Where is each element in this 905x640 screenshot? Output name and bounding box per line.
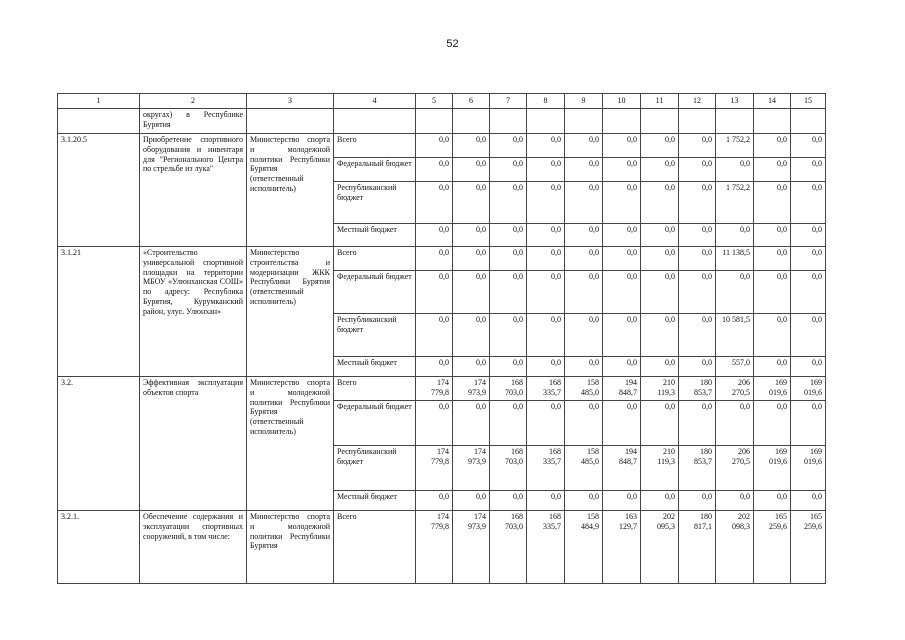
funding-source: Федеральный бюджет <box>334 401 416 446</box>
amount-cell: 0,0 <box>754 134 791 158</box>
amount-cell: 0,0 <box>641 158 679 182</box>
amount-cell: 0,0 <box>641 491 679 511</box>
empty-cell <box>58 109 140 134</box>
amount-cell: 0,0 <box>416 134 453 158</box>
amount-cell: 0,0 <box>416 158 453 182</box>
empty-cell <box>754 109 791 134</box>
amount-cell: 0,0 <box>641 182 679 224</box>
continuation-row <box>58 109 826 134</box>
amount-cell: 557,0 <box>716 357 754 377</box>
measure-name: «Строительство универсальной спортивной площадки на территории МБОУ «Улюнханская СОШ» по адресу: Республика Бурятия, Курумканский район, улус. Улюнхан» <box>140 247 247 377</box>
amount-cell: 0,0 <box>603 401 641 446</box>
amount-cell: 0,0 <box>603 247 641 271</box>
executor: Министерство спорта и молодежной политики Республики Бурятия <box>247 511 334 584</box>
amount-cell: 0,0 <box>791 401 826 446</box>
amount-cell: 0,0 <box>416 357 453 377</box>
column-header: 14 <box>754 94 791 109</box>
amount-cell: 0,0 <box>754 314 791 357</box>
amount-cell: 169 019,6 <box>754 377 791 401</box>
amount-cell: 0,0 <box>754 158 791 182</box>
amount-cell: 0,0 <box>490 357 527 377</box>
column-header: 13 <box>716 94 754 109</box>
amount-cell: 174 973,9 <box>453 446 490 491</box>
amount-cell: 0,0 <box>565 134 603 158</box>
amount-cell: 0,0 <box>527 491 565 511</box>
amount-cell: 0,0 <box>603 271 641 314</box>
table-row <box>58 134 826 158</box>
amount-cell: 0,0 <box>527 224 565 247</box>
amount-cell: 0,0 <box>754 271 791 314</box>
amount-cell: 168 335,7 <box>527 511 565 584</box>
measure-code: 3.1.20.5 <box>58 134 140 247</box>
amount-cell: 0,0 <box>490 224 527 247</box>
executor: Министерство спорта и молодежной политики Республики Бурятия (ответственный исполнитель) <box>247 377 334 511</box>
amount-cell: 168 703,0 <box>490 377 527 401</box>
empty-cell <box>527 109 565 134</box>
amount-cell: 165 259,6 <box>791 511 826 584</box>
amount-cell: 0,0 <box>490 158 527 182</box>
funding-source: Местный бюджет <box>334 357 416 377</box>
amount-cell: 0,0 <box>490 271 527 314</box>
measure-name: Эффективная эксплуатация объектов спорта <box>140 377 247 511</box>
amount-cell: 0,0 <box>641 247 679 271</box>
amount-cell: 0,0 <box>716 224 754 247</box>
column-header: 7 <box>490 94 527 109</box>
header-row <box>58 94 826 109</box>
amount-cell: 0,0 <box>565 158 603 182</box>
funding-source: Всего <box>334 511 416 584</box>
amount-cell: 163 129,7 <box>603 511 641 584</box>
amount-cell: 0,0 <box>527 158 565 182</box>
amount-cell: 0,0 <box>453 491 490 511</box>
amount-cell: 0,0 <box>527 134 565 158</box>
amount-cell: 0,0 <box>641 357 679 377</box>
budget-table <box>57 93 826 584</box>
amount-cell: 0,0 <box>416 182 453 224</box>
measure-name: округах) в Республике Бурятия <box>140 109 247 134</box>
executor: Министерство спорта и молодежной политики Республики Бурятия (ответственный исполнитель) <box>247 134 334 247</box>
amount-cell: 158 484,9 <box>565 511 603 584</box>
amount-cell: 0,0 <box>679 134 716 158</box>
amount-cell: 0,0 <box>641 271 679 314</box>
amount-cell: 0,0 <box>791 247 826 271</box>
empty-cell <box>679 109 716 134</box>
amount-cell: 0,0 <box>679 401 716 446</box>
amount-cell: 169 019,6 <box>791 446 826 491</box>
column-header: 12 <box>679 94 716 109</box>
amount-cell: 0,0 <box>603 182 641 224</box>
amount-cell: 0,0 <box>527 314 565 357</box>
column-header: 1 <box>58 94 140 109</box>
amount-cell: 0,0 <box>416 314 453 357</box>
funding-source: Местный бюджет <box>334 491 416 511</box>
amount-cell: 0,0 <box>453 158 490 182</box>
measure-code: 3.1.21 <box>58 247 140 377</box>
funding-source: Федеральный бюджет <box>334 271 416 314</box>
amount-cell: 0,0 <box>679 247 716 271</box>
amount-cell: 168 703,0 <box>490 511 527 584</box>
amount-cell: 0,0 <box>527 357 565 377</box>
funding-source: Всего <box>334 134 416 158</box>
amount-cell: 168 703,0 <box>490 446 527 491</box>
amount-cell: 0,0 <box>679 357 716 377</box>
column-header: 9 <box>565 94 603 109</box>
amount-cell: 0,0 <box>565 314 603 357</box>
amount-cell: 0,0 <box>565 401 603 446</box>
amount-cell: 174 973,9 <box>453 511 490 584</box>
amount-cell: 169 019,6 <box>791 377 826 401</box>
amount-cell: 0,0 <box>527 401 565 446</box>
amount-cell: 0,0 <box>791 158 826 182</box>
amount-cell: 0,0 <box>791 271 826 314</box>
amount-cell: 0,0 <box>603 357 641 377</box>
amount-cell: 0,0 <box>791 314 826 357</box>
amount-cell: 158 485,0 <box>565 446 603 491</box>
table-row <box>58 511 826 584</box>
amount-cell: 0,0 <box>603 134 641 158</box>
amount-cell: 169 019,6 <box>754 446 791 491</box>
empty-cell <box>416 109 453 134</box>
amount-cell: 0,0 <box>453 247 490 271</box>
amount-cell: 0,0 <box>754 224 791 247</box>
column-header: 2 <box>140 94 247 109</box>
column-header: 5 <box>416 94 453 109</box>
amount-cell: 0,0 <box>641 401 679 446</box>
measure-name: Обеспечение содержания и эксплуатации спортивных сооружений, в том числе: <box>140 511 247 584</box>
amount-cell: 0,0 <box>453 134 490 158</box>
amount-cell: 165 259,6 <box>754 511 791 584</box>
column-header: 8 <box>527 94 565 109</box>
column-header: 6 <box>453 94 490 109</box>
column-header: 3 <box>247 94 334 109</box>
amount-cell: 0,0 <box>791 357 826 377</box>
amount-cell: 0,0 <box>641 224 679 247</box>
amount-cell: 202 098,3 <box>716 511 754 584</box>
amount-cell: 0,0 <box>754 247 791 271</box>
amount-cell: 0,0 <box>453 357 490 377</box>
amount-cell: 210 119,3 <box>641 446 679 491</box>
amount-cell: 0,0 <box>416 271 453 314</box>
funding-source: Местный бюджет <box>334 224 416 247</box>
empty-cell <box>791 109 826 134</box>
amount-cell: 0,0 <box>416 401 453 446</box>
amount-cell: 0,0 <box>791 224 826 247</box>
amount-cell: 202 095,3 <box>641 511 679 584</box>
amount-cell: 206 270,5 <box>716 446 754 491</box>
amount-cell: 0,0 <box>453 271 490 314</box>
amount-cell: 0,0 <box>490 314 527 357</box>
empty-cell <box>641 109 679 134</box>
funding-source: Республиканский бюджет <box>334 182 416 224</box>
amount-cell: 0,0 <box>641 314 679 357</box>
amount-cell: 168 335,7 <box>527 377 565 401</box>
amount-cell: 0,0 <box>490 491 527 511</box>
amount-cell: 0,0 <box>453 182 490 224</box>
amount-cell: 1 752,2 <box>716 134 754 158</box>
amount-cell: 0,0 <box>679 224 716 247</box>
amount-cell: 0,0 <box>791 134 826 158</box>
amount-cell: 0,0 <box>679 182 716 224</box>
funding-source: Всего <box>334 377 416 401</box>
amount-cell: 0,0 <box>565 182 603 224</box>
amount-cell: 210 119,3 <box>641 377 679 401</box>
measure-name: Приобретение спортивного оборудования и инвентаря для "Регионального Центра по стрельбе из лука" <box>140 134 247 247</box>
amount-cell: 168 335,7 <box>527 446 565 491</box>
amount-cell: 0,0 <box>754 357 791 377</box>
amount-cell: 0,0 <box>603 158 641 182</box>
amount-cell: 1 752,2 <box>716 182 754 224</box>
column-header: 4 <box>334 94 416 109</box>
column-header: 15 <box>791 94 826 109</box>
funding-source: Федеральный бюджет <box>334 158 416 182</box>
amount-cell: 0,0 <box>679 491 716 511</box>
funding-source: Республиканский бюджет <box>334 446 416 491</box>
measure-code: 3.2.1. <box>58 511 140 584</box>
amount-cell: 0,0 <box>754 401 791 446</box>
amount-cell: 0,0 <box>603 491 641 511</box>
empty-cell <box>490 109 527 134</box>
amount-cell: 174 779,8 <box>416 377 453 401</box>
table-row <box>58 247 826 271</box>
amount-cell: 0,0 <box>716 401 754 446</box>
amount-cell: 0,0 <box>603 224 641 247</box>
amount-cell: 0,0 <box>754 491 791 511</box>
amount-cell: 0,0 <box>679 314 716 357</box>
column-header: 10 <box>603 94 641 109</box>
amount-cell: 0,0 <box>490 134 527 158</box>
amount-cell: 0,0 <box>716 271 754 314</box>
amount-cell: 10 581,5 <box>716 314 754 357</box>
amount-cell: 0,0 <box>754 182 791 224</box>
amount-cell: 0,0 <box>527 271 565 314</box>
amount-cell: 0,0 <box>527 247 565 271</box>
amount-cell: 0,0 <box>527 182 565 224</box>
empty-cell <box>565 109 603 134</box>
empty-cell <box>603 109 641 134</box>
amount-cell: 0,0 <box>416 224 453 247</box>
amount-cell: 0,0 <box>791 491 826 511</box>
amount-cell: 11 138,5 <box>716 247 754 271</box>
amount-cell: 0,0 <box>603 314 641 357</box>
amount-cell: 0,0 <box>565 357 603 377</box>
amount-cell: 0,0 <box>565 247 603 271</box>
amount-cell: 194 848,7 <box>603 446 641 491</box>
amount-cell: 0,0 <box>416 491 453 511</box>
amount-cell: 0,0 <box>416 247 453 271</box>
amount-cell: 0,0 <box>679 158 716 182</box>
amount-cell: 0,0 <box>716 158 754 182</box>
amount-cell: 0,0 <box>453 224 490 247</box>
amount-cell: 0,0 <box>565 271 603 314</box>
amount-cell: 0,0 <box>716 491 754 511</box>
amount-cell: 174 779,8 <box>416 446 453 491</box>
amount-cell: 158 485,0 <box>565 377 603 401</box>
empty-cell <box>247 109 334 134</box>
funding-source: Республиканский бюджет <box>334 314 416 357</box>
amount-cell: 180 853,7 <box>679 446 716 491</box>
empty-cell <box>453 109 490 134</box>
amount-cell: 174 779,8 <box>416 511 453 584</box>
amount-cell: 0,0 <box>641 134 679 158</box>
amount-cell: 0,0 <box>453 314 490 357</box>
amount-cell: 174 973,9 <box>453 377 490 401</box>
amount-cell: 194 848,7 <box>603 377 641 401</box>
amount-cell: 0,0 <box>490 247 527 271</box>
column-header: 11 <box>641 94 679 109</box>
empty-cell <box>716 109 754 134</box>
amount-cell: 0,0 <box>679 271 716 314</box>
amount-cell: 0,0 <box>565 491 603 511</box>
amount-cell: 180 817,1 <box>679 511 716 584</box>
empty-cell <box>334 109 416 134</box>
amount-cell: 180 853,7 <box>679 377 716 401</box>
measure-code: 3.2. <box>58 377 140 511</box>
funding-source: Всего <box>334 247 416 271</box>
table-row <box>58 377 826 401</box>
amount-cell: 0,0 <box>490 401 527 446</box>
amount-cell: 206 270,5 <box>716 377 754 401</box>
executor: Министерство строительства и модернизации ЖКК Республики Бурятия (ответственный исполнитель) <box>247 247 334 377</box>
amount-cell: 0,0 <box>791 182 826 224</box>
amount-cell: 0,0 <box>565 224 603 247</box>
amount-cell: 0,0 <box>453 401 490 446</box>
page-number: 52 <box>446 38 459 50</box>
amount-cell: 0,0 <box>490 182 527 224</box>
